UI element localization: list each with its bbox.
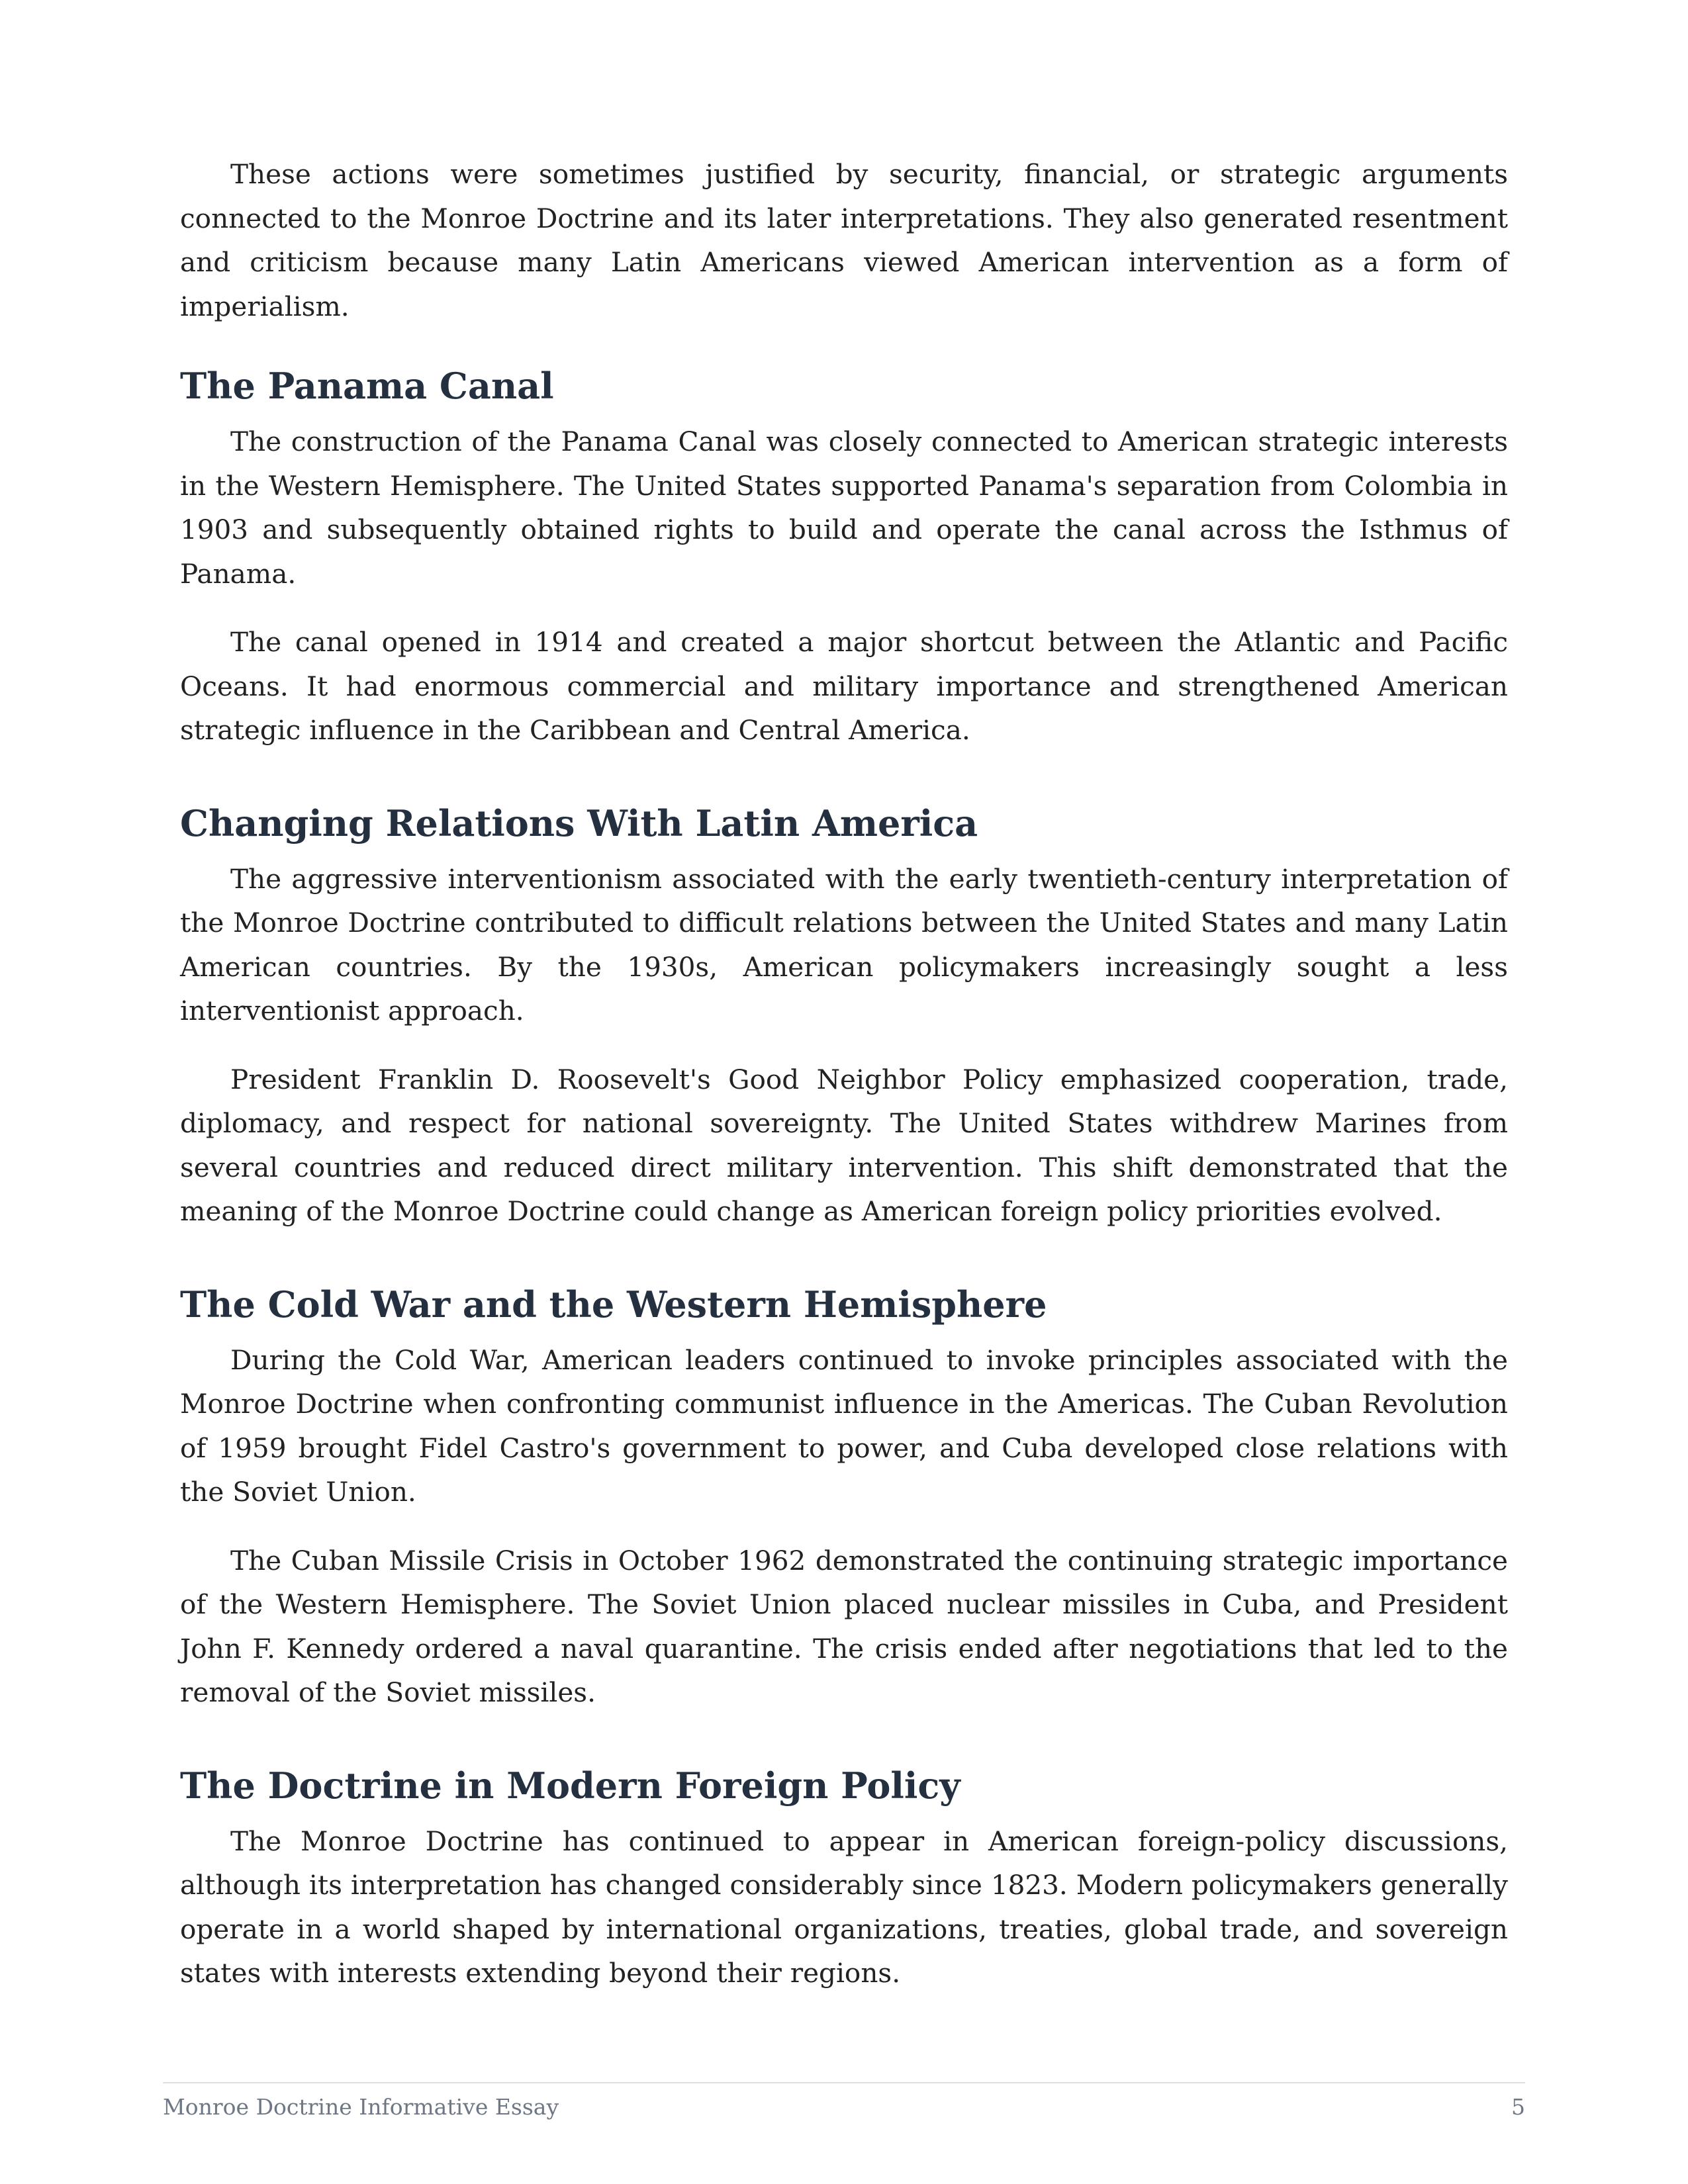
paragraph: The construction of the Panama Canal was closely connected to American strategic interests in the Western Hemisphere. The United States supported Panama's separation from Colombia in 1903 and subsequently obtained rights to build and operate the canal across the Isthmus of Panama. — [180, 426, 1508, 590]
paragraph: The canal opened in 1914 and created a major shortcut between the Atlantic and Pacific Oceans. It had enormous commercial and military importance and strengthened American strategic influence in the Caribbean and Central America. — [180, 626, 1508, 746]
paragraph: The Monroe Doctrine has continued to appear in American foreign-policy discussions, although its interpretation has changed considerably since 1823. Modern policymakers generally operate in a world shaped by international organizations, treaties, global trade, and sovereign states with interests extending beyond their regions. — [180, 1825, 1508, 1989]
footer-divider — [163, 2082, 1525, 2083]
page-content — [180, 152, 1508, 2020]
paragraph: During the Cold War, American leaders continued to invoke principles associated with the Monroe Doctrine when confronting communist influence in the Americas. The Cuban Revolution of 1959 brought Fidel Castro's government to power, and Cuba developed close relations with the Soviet Union. — [180, 1343, 1508, 1508]
paragraph: The aggressive interventionism associated with the early twentieth-century interpretation of the Monroe Doctrine contributed to difficult relations between the United States and many Latin American countries. By the 1930s, American policymakers increasingly sought a less interventionist approach. — [180, 862, 1508, 1026]
section-heading-changing-relations: Changing Relations With Latin America — [180, 801, 978, 844]
section-heading-modern-foreign-policy: The Doctrine in Modern Foreign Policy — [180, 1764, 961, 1807]
section-heading-panama-canal: The Panama Canal — [180, 365, 554, 407]
footer-page-number: 5 — [1511, 2094, 1525, 2120]
section-heading-cold-war: The Cold War and the Western Hemisphere — [180, 1283, 1047, 1326]
paragraph: These actions were sometimes justified by security, financial, or strategic arguments connected to the Monroe Doctrine and its later interpretations. They also generated resentment and criticism because many Latin Americans viewed American intervention as a form of imperialism. — [180, 158, 1508, 322]
paragraph: President Franklin D. Roosevelt's Good Neighbor Policy emphasized cooperation, trade, diplomacy, and respect for national sovereignty. The United States withdrew Marines from several countries and reduced direct military intervention. This shift demonstrated that the meaning of the Monroe Doctrine could change as American foreign policy priorities evolved. — [180, 1063, 1508, 1227]
footer-document-title: Monroe Doctrine Informative Essay — [163, 2094, 559, 2120]
paragraph: The Cuban Missile Crisis in October 1962 demonstrated the continuing strategic importance of the Western Hemisphere. The Soviet Union placed nuclear missiles in Cuba, and President John F. Kennedy ordered a naval quarantine. The crisis ended after negotiations that led to the removal of the Soviet missiles. — [180, 1544, 1508, 1708]
